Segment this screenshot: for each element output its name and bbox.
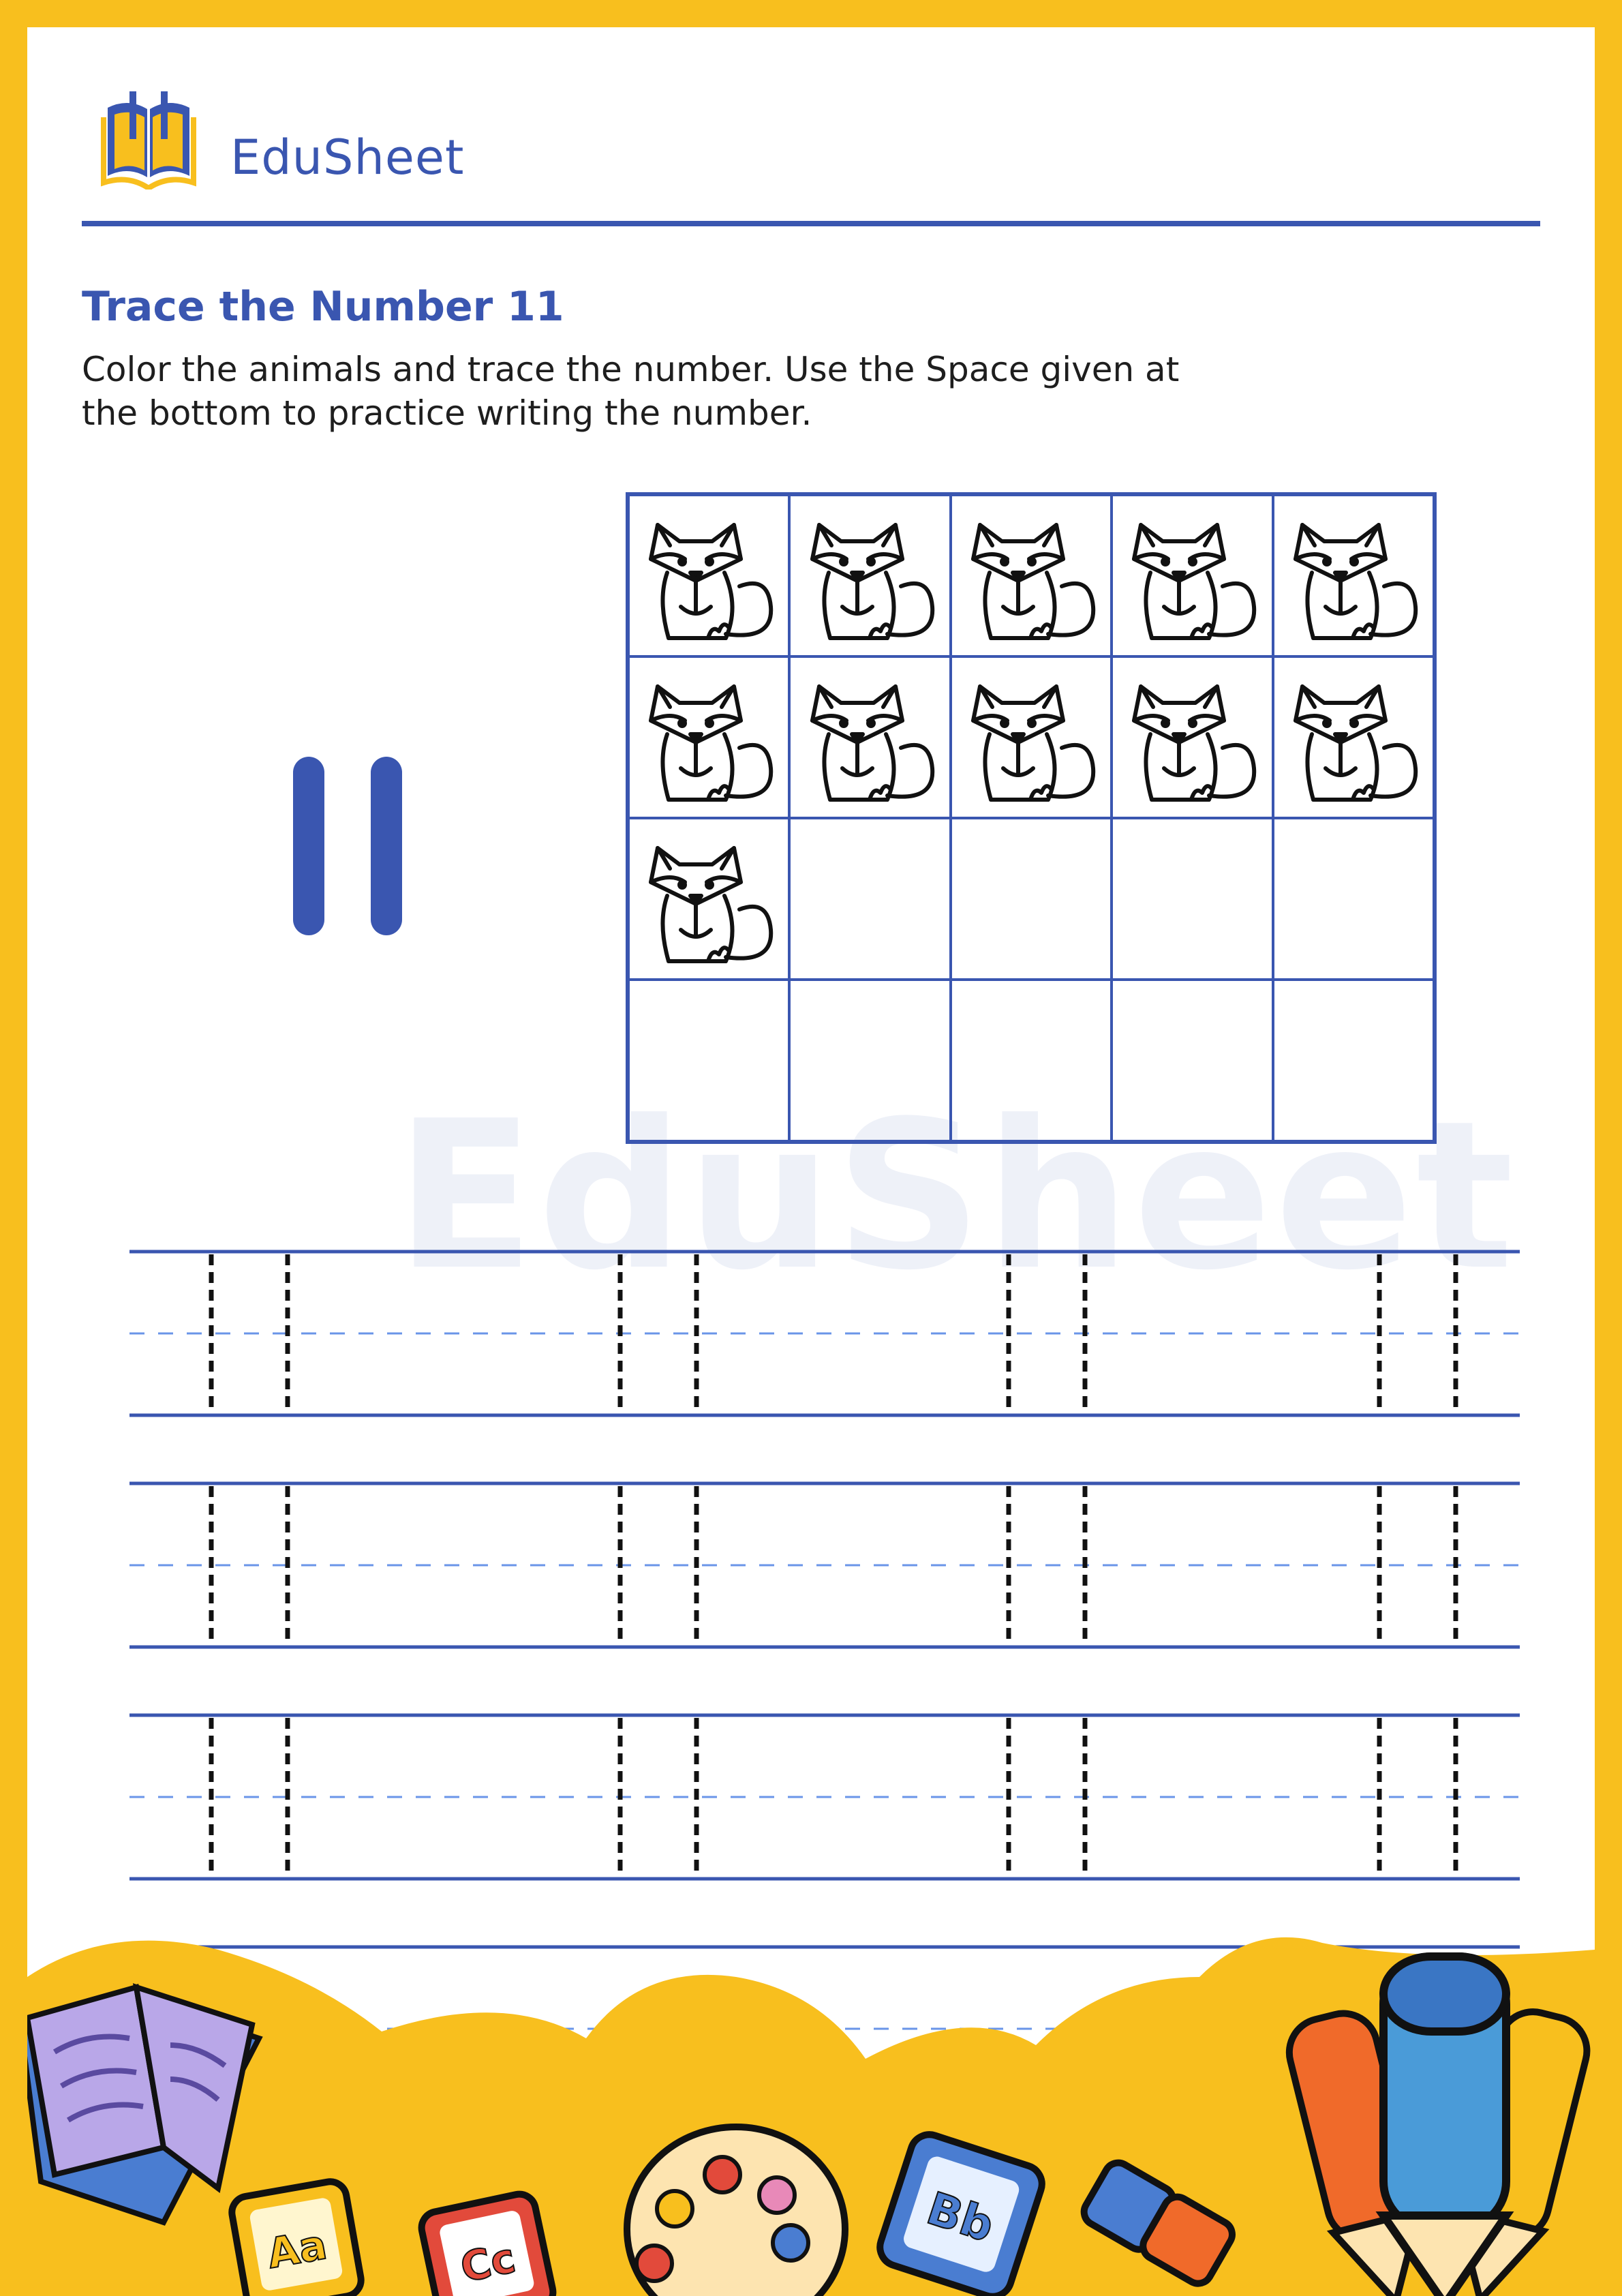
fox-icon [799,666,942,809]
grid-cell-fox[interactable] [951,656,1112,818]
fox-icon [1282,504,1425,648]
grid-cell-fox[interactable] [1273,495,1434,656]
fox-icon [960,666,1103,809]
grid-cell-fox[interactable] [628,656,789,818]
svg-text:Cc: Cc [456,2234,520,2293]
fox-icon [637,666,780,809]
grid-cell-fox[interactable] [789,495,950,656]
grid-cell-empty[interactable] [789,818,950,980]
grid-cell-fox[interactable] [1273,656,1434,818]
fox-icon [1120,504,1264,648]
grid-cell-empty[interactable] [951,980,1112,1141]
grid-cell-empty[interactable] [1112,980,1272,1141]
grid-cell-empty[interactable] [951,818,1112,980]
worksheet-title: Trace the Number 11 [82,283,564,331]
book-logo-icon [101,87,196,190]
grid-cell-fox[interactable] [1112,656,1272,818]
svg-text:Aa: Aa [263,2220,331,2278]
fox-icon [637,504,780,648]
grid-cell-empty[interactable] [1112,818,1272,980]
worksheet-instructions: Color the animals and trace the number. Use the Space given at the bottom to practice writing the number. [82,350,1180,433]
fox-icon [799,504,942,648]
grid-cell-empty[interactable] [1273,818,1434,980]
counting-grid [626,492,1437,1144]
grid-cell-empty[interactable] [628,980,789,1141]
grid-cell-fox[interactable] [628,495,789,656]
watermark: EduSheet [395,1077,1517,1315]
crayon-blue-icon [1383,1957,1506,2296]
svg-text:Bb: Bb [920,2181,1000,2253]
grid-cell-empty[interactable] [789,980,950,1141]
grid-cell-empty[interactable] [1273,980,1434,1141]
header-divider [82,221,1540,226]
stationery-illustration [27,1922,1595,2296]
fox-icon [637,828,780,971]
letter-block-aa [230,2179,364,2296]
grid-cell-fox[interactable] [789,656,950,818]
brand-name: EduSheet [230,130,465,185]
fox-icon [1282,666,1425,809]
number-eleven-display [286,729,450,961]
svg-text:+: + [1353,1949,1373,1976]
grid-cell-fox[interactable] [951,495,1112,656]
fox-icon [960,504,1103,648]
grid-cell-fox[interactable] [1112,495,1272,656]
fox-icon [1120,666,1264,809]
grid-cell-fox[interactable] [628,818,789,980]
worksheet-page [27,27,1595,2296]
paint-palette-icon [627,2127,845,2296]
